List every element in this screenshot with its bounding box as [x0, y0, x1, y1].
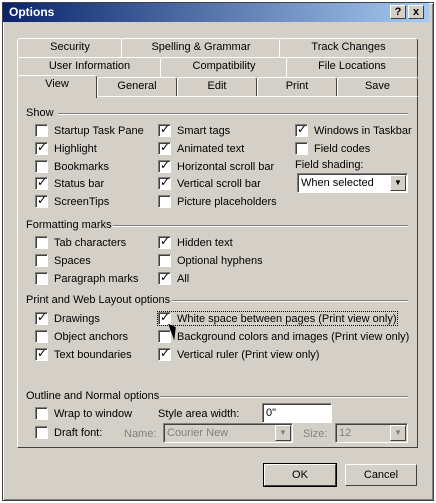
screentips-checkbox[interactable]: ✓ ScreenTips	[37, 193, 110, 208]
picture-placeholders-checkbox[interactable]: Picture placeholders	[158, 195, 277, 208]
chevron-down-icon[interactable]: ▼	[390, 425, 406, 441]
font-size-label: Size:	[303, 428, 328, 440]
animated-text-checkbox[interactable]: ✓ Animated text	[160, 140, 245, 155]
tab-security[interactable]: Security	[17, 38, 123, 58]
chevron-down-icon[interactable]: ▼	[390, 175, 406, 191]
windows-in-taskbar-checkbox[interactable]: ✓ Windows in Taskbar	[297, 122, 412, 137]
optional-hyphens-checkbox[interactable]: Optional hyphens	[158, 254, 263, 267]
font-name-select[interactable]: Courier New ▼	[163, 423, 293, 443]
background-colors-checkbox[interactable]: Background colors and images (Print view only)	[158, 330, 409, 343]
horizontal-scroll-bar-checkbox[interactable]: ✓ Horizontal scroll bar	[160, 158, 275, 173]
startup-task-pane-checkbox[interactable]: Startup Task Pane	[35, 124, 144, 137]
tab-user-information[interactable]: User Information	[17, 57, 162, 77]
tab-view[interactable]: View	[17, 75, 97, 98]
check-icon: ✓	[160, 270, 171, 284]
status-bar-checkbox[interactable]: ✓ Status bar	[37, 175, 105, 190]
wrap-to-window-checkbox[interactable]: Wrap to window	[35, 407, 132, 420]
vertical-scroll-bar-checkbox[interactable]: ✓ Vertical scroll bar	[160, 175, 261, 190]
paragraph-marks-checkbox[interactable]: Paragraph marks	[35, 272, 138, 285]
outline-group-label: Outline and Normal options	[26, 390, 160, 402]
check-icon: ✓	[160, 158, 171, 172]
check-icon: ✓	[160, 175, 171, 189]
font-name-label: Name:	[124, 428, 157, 440]
bookmarks-checkbox[interactable]: Bookmarks	[35, 160, 109, 173]
draft-font-checkbox[interactable]: Draft font:	[35, 426, 102, 439]
field-shading-label: Field shading:	[295, 159, 364, 171]
all-checkbox[interactable]: ✓ All	[160, 270, 190, 285]
chevron-down-icon[interactable]: ▼	[275, 425, 291, 441]
text-boundaries-checkbox[interactable]: ✓ Text boundaries	[37, 346, 132, 361]
formatting-divider	[113, 225, 408, 227]
print-layout-group-label: Print and Web Layout options	[26, 294, 171, 306]
font-size-select[interactable]: 12 ▼	[335, 423, 408, 443]
tab-save[interactable]: Save	[337, 77, 418, 97]
check-icon: ✓	[160, 140, 171, 154]
check-icon: ✓	[160, 346, 171, 360]
outline-divider	[160, 396, 408, 398]
tab-print[interactable]: Print	[257, 77, 337, 97]
close-icon: x	[412, 6, 420, 18]
tab-general[interactable]: General	[97, 77, 177, 97]
check-icon: ✓	[37, 346, 48, 360]
formatting-group-label: Formatting marks	[26, 219, 112, 231]
check-icon: ✓	[160, 122, 171, 136]
hidden-text-checkbox[interactable]: ✓ Hidden text	[160, 234, 233, 249]
style-area-width-input[interactable]: 0"	[262, 403, 332, 423]
field-shading-select[interactable]: When selected ▼	[297, 173, 408, 193]
white-space-between-pages-checkbox[interactable]: ✓ White space between pages (Print view only)	[160, 310, 397, 325]
check-icon: ✓	[37, 140, 48, 154]
cancel-button[interactable]: Cancel	[345, 464, 417, 486]
ok-button[interactable]: OK	[264, 464, 336, 486]
object-anchors-checkbox[interactable]: Object anchors	[35, 330, 128, 343]
check-icon: ✓	[297, 122, 308, 136]
window-title: Options	[9, 5, 55, 19]
tab-file-locations[interactable]: File Locations	[286, 57, 418, 77]
vertical-ruler-checkbox[interactable]: ✓ Vertical ruler (Print view only)	[160, 346, 320, 361]
print-layout-divider	[172, 300, 408, 302]
check-icon: ✓	[37, 310, 48, 324]
tab-track-changes[interactable]: Track Changes	[279, 38, 418, 58]
spaces-checkbox[interactable]: Spaces	[35, 254, 91, 267]
check-icon: ✓	[160, 310, 171, 324]
field-codes-checkbox[interactable]: Field codes	[295, 142, 370, 155]
tab-spelling-grammar[interactable]: Spelling & Grammar	[121, 38, 281, 58]
tab-characters-checkbox[interactable]: Tab characters	[35, 236, 126, 249]
tab-compatibility[interactable]: Compatibility	[160, 57, 288, 77]
show-group-label: Show	[26, 107, 54, 119]
check-icon: ✓	[160, 234, 171, 248]
tab-edit[interactable]: Edit	[177, 77, 257, 97]
highlight-checkbox[interactable]: ✓ Highlight	[37, 140, 97, 155]
drawings-checkbox[interactable]: ✓ Drawings	[37, 310, 100, 325]
check-icon: ✓	[37, 193, 48, 207]
style-area-width-label: Style area width:	[158, 408, 240, 420]
smart-tags-checkbox[interactable]: ✓ Smart tags	[160, 122, 231, 137]
check-icon: ✓	[37, 175, 48, 189]
help-icon: ?	[394, 6, 402, 18]
show-divider	[58, 113, 408, 115]
